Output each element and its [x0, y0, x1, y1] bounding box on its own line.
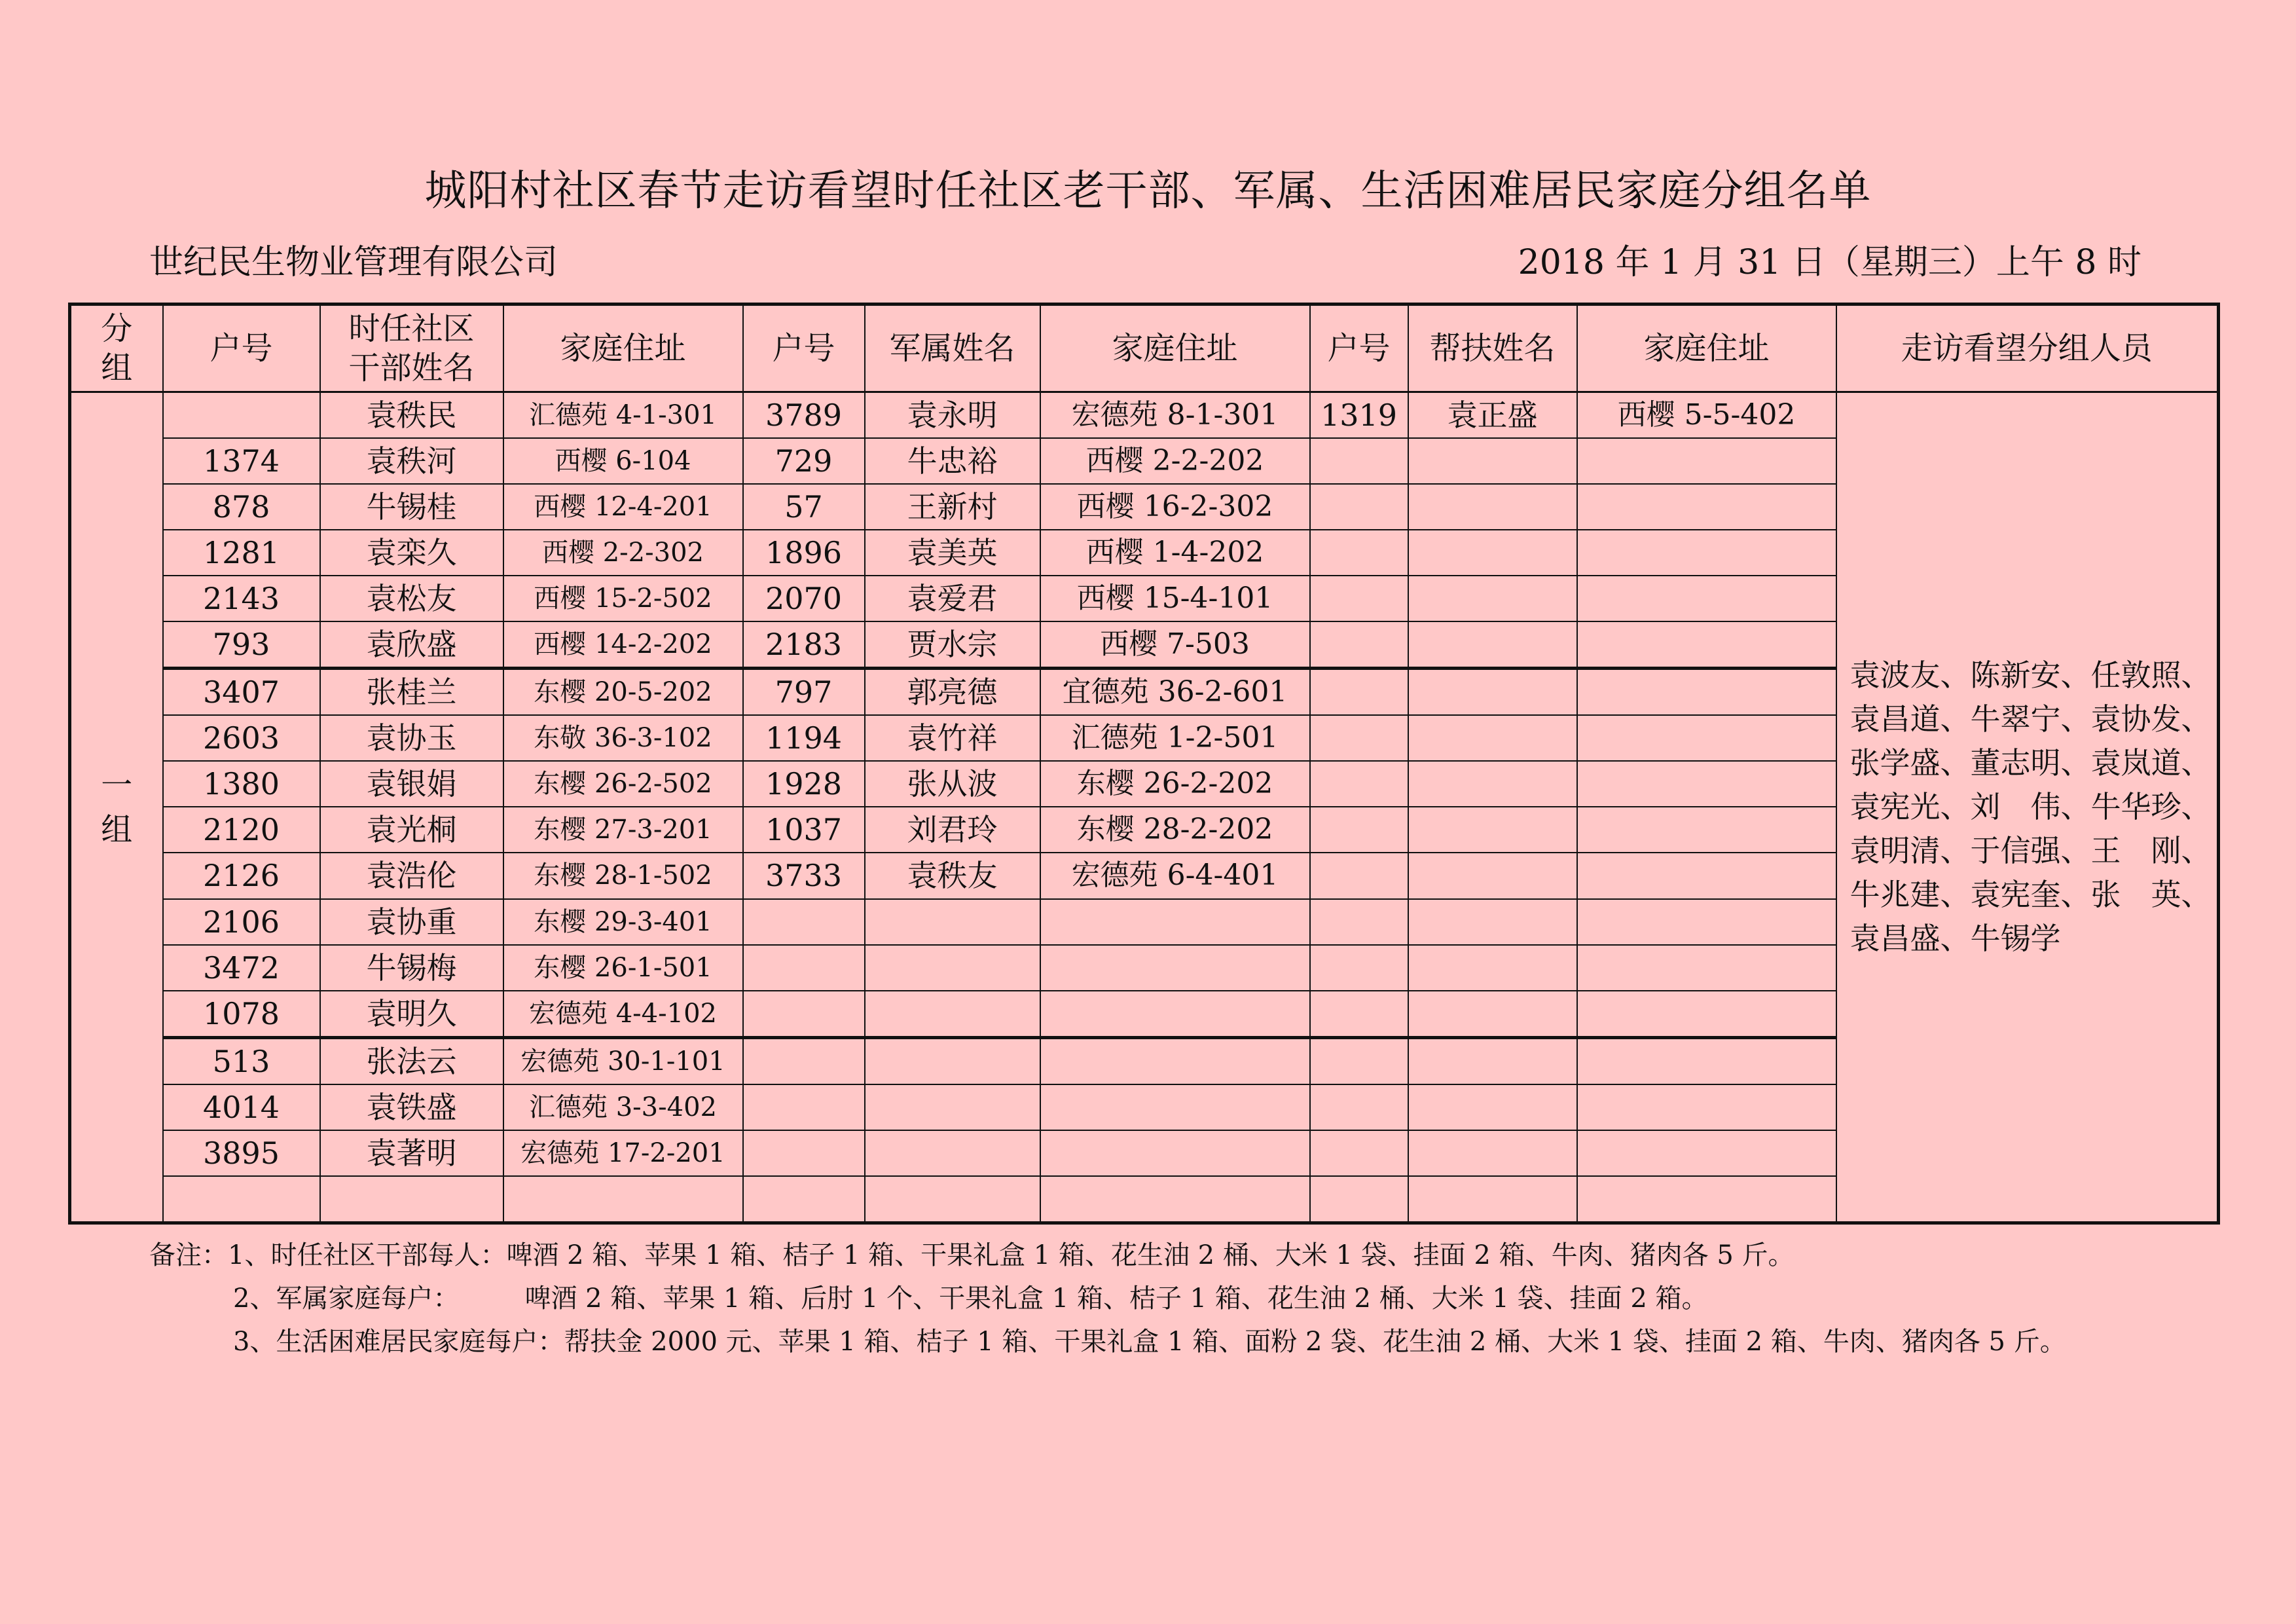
aid-address-cell: 西樱 5-5-402	[1577, 392, 1836, 439]
notes	[149, 1234, 2066, 1363]
cadre-name-cell: 牛锡桂	[320, 484, 503, 530]
household-no-cell	[163, 392, 320, 439]
aid-address-cell	[1577, 945, 1836, 991]
aid-household-no-cell	[1310, 853, 1408, 898]
military-household-no-cell: 57	[743, 484, 865, 530]
aid-household-no-cell	[1310, 899, 1408, 945]
aid-household-no-cell	[1310, 438, 1408, 484]
aid-name-cell	[1408, 899, 1577, 945]
military-name-cell: 刘君玲	[865, 807, 1040, 853]
cadre-address-cell: 东樱 29-3-401	[503, 899, 743, 945]
note-line-1: 备注：1、时任社区干部每人：啤酒 2 箱、苹果 1 箱、桔子 1 箱、干果礼盒 1 箱、花生油 2 桶、大米 1 袋、挂面 2 箱、牛肉、猪肉各 5 斤。	[149, 1240, 1795, 1270]
military-household-no-cell	[743, 1037, 865, 1084]
household-no-cell: 513	[163, 1037, 320, 1084]
page-title: 城阳村社区春节走访看望时任社区老干部、军属、生活困难居民家庭分组名单	[424, 167, 1872, 215]
aid-name-cell	[1408, 991, 1577, 1038]
aid-address-cell	[1577, 853, 1836, 898]
military-address-cell: 西樱 15-4-101	[1040, 576, 1310, 621]
roster-table	[68, 303, 2220, 1225]
military-name-cell: 袁秩友	[865, 853, 1040, 898]
military-address-cell: 西樱 7-503	[1040, 621, 1310, 669]
group-label	[70, 392, 163, 1223]
cadre-name-cell: 袁明久	[320, 991, 503, 1038]
aid-household-no-cell	[1310, 1176, 1408, 1223]
cadre-name-cell: 袁协玉	[320, 715, 503, 761]
header-address-aid: 家庭住址	[1577, 304, 1836, 392]
cadre-name-cell: 袁银娟	[320, 761, 503, 807]
household-no-cell: 878	[163, 484, 320, 530]
military-address-cell	[1040, 991, 1310, 1038]
military-name-cell	[865, 945, 1040, 991]
aid-household-no-cell	[1310, 530, 1408, 576]
aid-address-cell	[1577, 576, 1836, 621]
company-name: 世纪民生物业管理有限公司	[149, 243, 558, 282]
cadre-address-cell: 东樱 20-5-202	[503, 669, 743, 716]
cadre-name-cell: 袁铁盛	[320, 1084, 503, 1130]
header-group: 分 组	[70, 304, 163, 392]
aid-name-cell	[1408, 576, 1577, 621]
military-name-cell	[865, 1037, 1040, 1084]
cadre-address-cell: 汇德苑 3-3-402	[503, 1084, 743, 1130]
military-name-cell	[865, 899, 1040, 945]
cadre-name-cell	[320, 1176, 503, 1223]
military-household-no-cell	[743, 945, 865, 991]
header-household-no-military: 户号	[743, 304, 865, 392]
aid-address-cell	[1577, 1037, 1836, 1084]
aid-address-cell	[1577, 621, 1836, 669]
aid-address-cell	[1577, 991, 1836, 1038]
cadre-name-cell: 袁协重	[320, 899, 503, 945]
military-household-no-cell	[743, 1130, 865, 1176]
military-household-no-cell: 729	[743, 438, 865, 484]
household-no-cell: 3407	[163, 669, 320, 716]
military-name-cell: 郭亮德	[865, 669, 1040, 716]
aid-household-no-cell	[1310, 715, 1408, 761]
cadre-address-cell: 东樱 27-3-201	[503, 807, 743, 853]
aid-name-cell	[1408, 853, 1577, 898]
aid-name-cell	[1408, 438, 1577, 484]
aid-address-cell	[1577, 715, 1836, 761]
header-household-no-cadre: 户号	[163, 304, 320, 392]
aid-name-cell	[1408, 807, 1577, 853]
military-household-no-cell: 3733	[743, 853, 865, 898]
military-name-cell	[865, 1176, 1040, 1223]
group-label-char: 一	[101, 766, 133, 803]
aid-name-cell	[1408, 621, 1577, 669]
visit-datetime: 2018 年 1 月 31 日（星期三）上午 8 时	[1518, 243, 2141, 282]
header-cadre-name: 时任社区 干部姓名	[320, 304, 503, 392]
visitors-list: 袁波友、陈新安、任敦照、袁昌道、牛翠宁、袁协发、张学盛、董志明、袁岚道、袁宪光、刘 伟、牛华珍、袁明清、于信强、王 刚、牛兆建、袁宪奎、张 英、袁昌盛、牛锡学	[1836, 392, 2219, 1223]
aid-household-no-cell	[1310, 807, 1408, 853]
military-household-no-cell	[743, 1176, 865, 1223]
aid-household-no-cell	[1310, 484, 1408, 530]
aid-address-cell	[1577, 899, 1836, 945]
aid-household-no-cell: 1319	[1310, 392, 1408, 439]
military-address-cell: 宏德苑 6-4-401	[1040, 853, 1310, 898]
aid-name-cell	[1408, 1176, 1577, 1223]
cadre-name-cell: 袁浩伦	[320, 853, 503, 898]
military-name-cell: 袁爱君	[865, 576, 1040, 621]
household-no-cell: 793	[163, 621, 320, 669]
military-name-cell: 王新村	[865, 484, 1040, 530]
cadre-address-cell: 西樱 12-4-201	[503, 484, 743, 530]
header-address-cadre: 家庭住址	[503, 304, 743, 392]
header-visitors: 走访看望分组人员	[1836, 304, 2219, 392]
cadre-address-cell: 西樱 15-2-502	[503, 576, 743, 621]
military-household-no-cell: 2183	[743, 621, 865, 669]
household-no-cell: 1374	[163, 438, 320, 484]
group-label-char: 组	[101, 811, 133, 848]
cadre-name-cell: 张法云	[320, 1037, 503, 1084]
military-address-cell: 宜德苑 36-2-601	[1040, 669, 1310, 716]
cadre-address-cell: 宏德苑 4-4-102	[503, 991, 743, 1038]
military-address-cell: 西樱 1-4-202	[1040, 530, 1310, 576]
aid-household-no-cell	[1310, 945, 1408, 991]
aid-household-no-cell	[1310, 991, 1408, 1038]
aid-name-cell	[1408, 1130, 1577, 1176]
military-name-cell: 张从波	[865, 761, 1040, 807]
military-household-no-cell: 1194	[743, 715, 865, 761]
household-no-cell: 2120	[163, 807, 320, 853]
aid-household-no-cell	[1310, 621, 1408, 669]
household-no-cell: 3895	[163, 1130, 320, 1176]
household-no-cell: 2603	[163, 715, 320, 761]
military-address-cell: 西樱 2-2-202	[1040, 438, 1310, 484]
military-household-no-cell: 1896	[743, 530, 865, 576]
cadre-address-cell	[503, 1176, 743, 1223]
household-no-cell: 1281	[163, 530, 320, 576]
military-name-cell: 袁美英	[865, 530, 1040, 576]
cadre-address-cell: 西樱 14-2-202	[503, 621, 743, 669]
cadre-address-cell: 宏德苑 17-2-201	[503, 1130, 743, 1176]
military-address-cell	[1040, 899, 1310, 945]
military-household-no-cell	[743, 1084, 865, 1130]
aid-address-cell	[1577, 530, 1836, 576]
military-household-no-cell: 3789	[743, 392, 865, 439]
cadre-address-cell: 东敬 36-3-102	[503, 715, 743, 761]
header-military-name: 军属姓名	[865, 304, 1040, 392]
aid-household-no-cell	[1310, 576, 1408, 621]
military-household-no-cell	[743, 899, 865, 945]
cadre-address-cell: 西樱 2-2-302	[503, 530, 743, 576]
aid-name-cell: 袁正盛	[1408, 392, 1577, 439]
household-no-cell: 1380	[163, 761, 320, 807]
household-no-cell: 1078	[163, 991, 320, 1038]
household-no-cell	[163, 1176, 320, 1223]
military-address-cell	[1040, 1084, 1310, 1130]
household-no-cell: 4014	[163, 1084, 320, 1130]
military-address-cell: 东樱 26-2-202	[1040, 761, 1310, 807]
military-address-cell	[1040, 1130, 1310, 1176]
header-household-no-aid: 户号	[1310, 304, 1408, 392]
aid-name-cell	[1408, 715, 1577, 761]
household-no-cell: 2143	[163, 576, 320, 621]
military-name-cell: 牛忠裕	[865, 438, 1040, 484]
military-household-no-cell	[743, 991, 865, 1038]
aid-address-cell	[1577, 1130, 1836, 1176]
military-address-cell: 西樱 16-2-302	[1040, 484, 1310, 530]
note-line-3: 3、生活困难居民家庭每户：帮扶金 2000 元、苹果 1 箱、桔子 1 箱、干果礼盒 1 箱、面粉 2 袋、花生油 2 桶、大米 1 袋、挂面 2 箱、牛肉、猪肉各 5 斤。	[233, 1327, 2066, 1357]
military-address-cell	[1040, 1176, 1310, 1223]
aid-household-no-cell	[1310, 669, 1408, 716]
aid-name-cell	[1408, 1084, 1577, 1130]
aid-address-cell	[1577, 669, 1836, 716]
aid-name-cell	[1408, 1037, 1577, 1084]
military-household-no-cell: 797	[743, 669, 865, 716]
aid-household-no-cell	[1310, 1130, 1408, 1176]
military-address-cell	[1040, 945, 1310, 991]
military-address-cell: 宏德苑 8-1-301	[1040, 392, 1310, 439]
cadre-name-cell: 袁秩河	[320, 438, 503, 484]
table-row	[70, 392, 2219, 439]
cadre-address-cell: 西樱 6-104	[503, 438, 743, 484]
cadre-address-cell: 宏德苑 30-1-101	[503, 1037, 743, 1084]
military-name-cell: 袁竹祥	[865, 715, 1040, 761]
header-address-military: 家庭住址	[1040, 304, 1310, 392]
military-address-cell: 汇德苑 1-2-501	[1040, 715, 1310, 761]
aid-household-no-cell	[1310, 1037, 1408, 1084]
military-address-cell: 东樱 28-2-202	[1040, 807, 1310, 853]
aid-name-cell	[1408, 484, 1577, 530]
cadre-name-cell: 袁光桐	[320, 807, 503, 853]
household-no-cell: 2106	[163, 899, 320, 945]
aid-household-no-cell	[1310, 761, 1408, 807]
military-name-cell: 贾水宗	[865, 621, 1040, 669]
military-name-cell: 袁永明	[865, 392, 1040, 439]
cadre-name-cell: 袁秩民	[320, 392, 503, 439]
military-name-cell	[865, 991, 1040, 1038]
cadre-name-cell: 袁松友	[320, 576, 503, 621]
header-aid-name: 帮扶姓名	[1408, 304, 1577, 392]
aid-address-cell	[1577, 438, 1836, 484]
cadre-name-cell: 牛锡梅	[320, 945, 503, 991]
military-address-cell	[1040, 1037, 1310, 1084]
household-no-cell: 3472	[163, 945, 320, 991]
aid-name-cell	[1408, 530, 1577, 576]
aid-name-cell	[1408, 761, 1577, 807]
cadre-address-cell: 东樱 26-1-501	[503, 945, 743, 991]
cadre-name-cell: 张桂兰	[320, 669, 503, 716]
aid-address-cell	[1577, 807, 1836, 853]
military-household-no-cell: 1928	[743, 761, 865, 807]
cadre-name-cell: 袁著明	[320, 1130, 503, 1176]
cadre-name-cell: 袁栾久	[320, 530, 503, 576]
aid-address-cell	[1577, 484, 1836, 530]
military-household-no-cell: 2070	[743, 576, 865, 621]
military-name-cell	[865, 1130, 1040, 1176]
military-name-cell	[865, 1084, 1040, 1130]
aid-address-cell	[1577, 1176, 1836, 1223]
aid-name-cell	[1408, 669, 1577, 716]
note-line-2: 2、军属家庭每户： 啤酒 2 箱、苹果 1 箱、后肘 1 个、干果礼盒 1 箱、桔子 1 箱、花生油 2 桶、大米 1 袋、挂面 2 箱。	[233, 1283, 1708, 1314]
cadre-address-cell: 东樱 28-1-502	[503, 853, 743, 898]
aid-address-cell	[1577, 761, 1836, 807]
household-no-cell: 2126	[163, 853, 320, 898]
military-household-no-cell: 1037	[743, 807, 865, 853]
cadre-name-cell: 袁欣盛	[320, 621, 503, 669]
cadre-address-cell: 东樱 26-2-502	[503, 761, 743, 807]
header-row	[70, 304, 2219, 392]
aid-name-cell	[1408, 945, 1577, 991]
cadre-address-cell: 汇德苑 4-1-301	[503, 392, 743, 439]
aid-household-no-cell	[1310, 1084, 1408, 1130]
aid-address-cell	[1577, 1084, 1836, 1130]
